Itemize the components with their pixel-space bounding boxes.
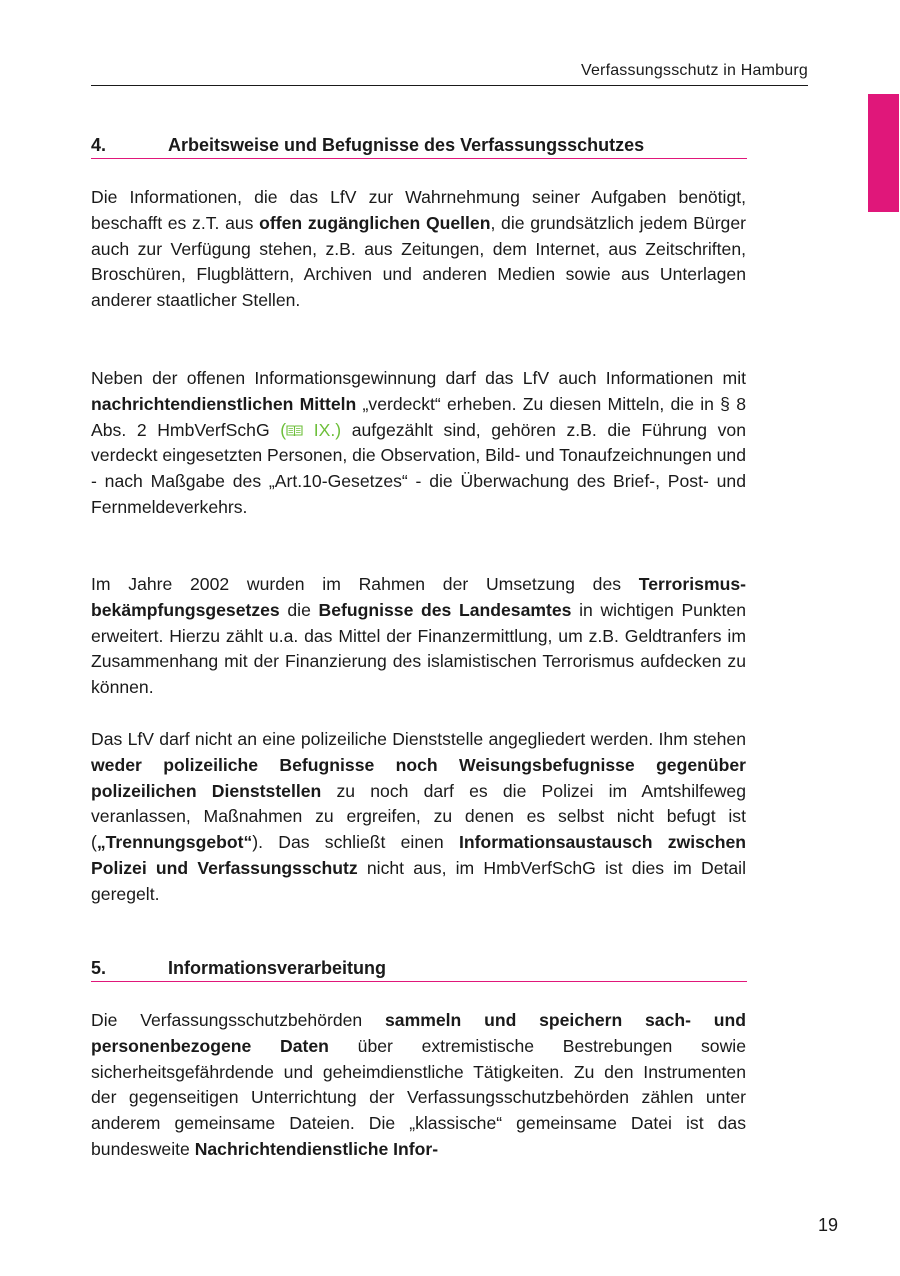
text-run: über extremistische Bestrebungen sowie sicherheitsgefährdende und geheimdienstliche Tätigkeiten. Zu den Instrumenten der gegenseitigen Unterrichtung der Verfassungsschutzbehörden zählen unter anderem gemeinsame Dateien. Die „klassische“ gemeinsame Datei ist das bundesweite bbox=[91, 1035, 746, 1159]
section-4-heading bbox=[91, 134, 747, 159]
running-header bbox=[91, 60, 808, 86]
emphasis-run: Befugnisse des Landesamtes bbox=[318, 599, 572, 620]
emphasis-run: Terrorismusbekämpfungsgesetzes bbox=[91, 574, 746, 620]
text-run: Die Verfassungsschutzbehörden bbox=[91, 1010, 386, 1030]
section-4-paragraph-4 bbox=[91, 727, 746, 908]
text-run: Neben der offenen Informationsgewinnung darf das LfV auch Informationen mit bbox=[91, 368, 746, 388]
text-run: nicht aus, im HmbVerfSchG ist dies im Detail geregelt. bbox=[91, 857, 746, 904]
text-run: ). Das schließt einen bbox=[252, 832, 459, 853]
text-run: , die grundsätzlich jedem Bürger auch zur Verfügung stehen, z.B. aus Zeitungen, dem Internet, aus Zeitschriften, Broschüren, Flugblättern, Archiven und anderen Medien sowie aus Unterlagen anderer staatlicher Stellen. bbox=[91, 212, 746, 311]
text-run: die bbox=[279, 599, 319, 620]
section-4-paragraph-1 bbox=[91, 185, 746, 314]
cross-reference-link[interactable] bbox=[280, 420, 341, 440]
emphasis-run: Informationsaustausch zwischen Polizei und Verfassungsschutz bbox=[91, 832, 746, 878]
section-5-number: 5. bbox=[91, 958, 107, 978]
section-4-paragraph-2 bbox=[91, 366, 746, 521]
book-icon bbox=[286, 424, 303, 437]
emphasis-run: sammeln und speichern sach- und personenbezogene Daten bbox=[91, 1010, 747, 1056]
section-5-paragraph-1 bbox=[91, 1008, 746, 1163]
text-run: zu noch darf es die Polizei im Amtshilfeweg veranlassen, Maßnahmen zu ergreifen, zu denen es selbst nicht befugt ist ( bbox=[91, 780, 746, 853]
section-4-title: Arbeitsweise und Befugnisse des Verfassungsschutzes bbox=[168, 135, 645, 155]
section-4-number: 4. bbox=[91, 135, 107, 155]
text-run: aufgezählt sind, gehören z.B. die Führung von verdeckt eingesetzten Personen, die Observation, Bild- und Tonaufzeichnungen und - nach Maßgabe des „Art.10-Gesetzes“ - die Überwachung des Brief-, Post- und Fernmeldeverkehrs. bbox=[91, 419, 746, 517]
text-run: Im Jahre 2002 wurden im Rahmen der Umsetzung des bbox=[91, 574, 639, 594]
page-number: 19 bbox=[818, 1215, 839, 1235]
chapter-tab-marker bbox=[868, 94, 899, 212]
text-run: in wichtigen Punkten erweitert. Hierzu zählt u.a. das Mittel der Finanzermittlung, um z.B. Geldtranfers im Zusammenhang mit der Finanzierung des islamistischen Terrorismus aufdecken zu können. bbox=[91, 599, 746, 698]
text-run: Das LfV darf nicht an eine polizeiliche Dienststelle angegliedert werden. Ihm stehen bbox=[91, 729, 746, 749]
emphasis-run: weder polizeiliche Befugnisse noch Weisungsbefugnisse gegenüber polizeilichen Dienststellen bbox=[91, 754, 746, 801]
section-4-paragraph-3 bbox=[91, 572, 746, 701]
text-run: Die Informationen, die das LfV zur Wahrnehmung seiner Aufgaben benötigt, beschafft es z.T. aus bbox=[91, 187, 746, 233]
section-5-heading bbox=[91, 957, 747, 982]
ref-text: IX.) bbox=[303, 419, 342, 440]
ref-paren: ( bbox=[280, 419, 287, 440]
running-title: Verfassungsschutz in Hamburg bbox=[580, 62, 808, 79]
emphasis-run: „Trennungsgebot“ bbox=[96, 832, 253, 853]
emphasis-run: offen zugänglichen Quellen bbox=[259, 212, 491, 233]
section-5-title: Informationsverarbeitung bbox=[168, 958, 387, 978]
text-run: „verdeckt“ erheben. Zu diesen Mitteln, die in § 8 Abs. 2 HmbVerfSchG bbox=[91, 393, 746, 440]
emphasis-run: nachrichtendienstlichen Mitteln bbox=[91, 393, 357, 414]
emphasis-run: Nachrichtendienstliche Infor- bbox=[194, 1138, 439, 1159]
